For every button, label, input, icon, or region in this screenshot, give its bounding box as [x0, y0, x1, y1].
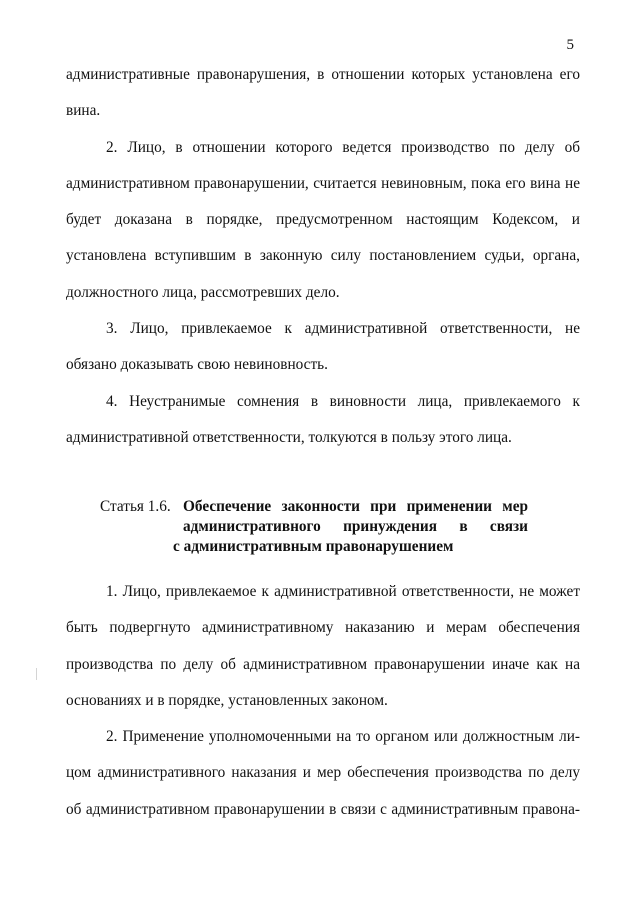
- text-line: цом административного наказания и мер обеспечения производства по делу: [66, 764, 580, 782]
- paragraph-line: 2. Применение уполномоченными на то органом или должностным ли-: [106, 728, 580, 746]
- text-line: будет доказана в порядке, предусмотренном настоящим Кодексом, и: [66, 211, 580, 229]
- article-label: Статья 1.6.: [100, 498, 171, 515]
- article-title-line: с административным правонарушением: [173, 538, 454, 555]
- text-line: основаниях и в порядке, установленных законом.: [66, 691, 388, 709]
- scan-margin-mark: [36, 668, 37, 680]
- heading-row: [100, 497, 540, 517]
- text-line: об административном правонарушении в связи с административным правона-: [66, 800, 580, 818]
- text-line: быть подвергнуто административному наказанию и мерам обеспечения: [66, 619, 580, 637]
- text-line: установлена вступившим в законную силу постановлением судьи, органа,: [66, 247, 580, 265]
- text-line: обязано доказывать свою невиновность.: [66, 356, 328, 374]
- paragraph-line: 2. Лицо, в отношении которого ведется производство по делу об: [106, 138, 580, 156]
- paragraph-line: 1. Лицо, привлекаемое к административной ответственности, не может: [106, 583, 580, 600]
- top-text-block: [66, 57, 580, 456]
- article-title-line: Обеспечение законности при применении мер: [183, 498, 528, 515]
- text-line: должностного лица, рассмотревших дело.: [66, 283, 340, 301]
- text-line: административном правонарушении, считается невиновным, пока его вина не: [66, 174, 580, 192]
- text-line: административные правонарушения, в отношении которых установлена его: [66, 66, 580, 83]
- text-line: вина.: [66, 102, 101, 120]
- article-title-line: административного принуждения в связи: [183, 518, 528, 535]
- paragraph-line: 3. Лицо, привлекаемое к административной ответственности, не: [106, 320, 580, 338]
- text-line: производства по делу об административном правонарушении иначе как на: [66, 655, 580, 673]
- heading-row: [100, 537, 540, 557]
- article-heading: [100, 497, 540, 557]
- bottom-text-block: [66, 574, 580, 828]
- text-line: административной ответственности, толкуются в пользу этого лица.: [66, 428, 512, 446]
- paragraph-line: 4. Неустранимые сомнения в виновности лица, привлекаемого к: [106, 392, 580, 410]
- page-number: 5: [566, 37, 574, 53]
- heading-row: [100, 517, 540, 537]
